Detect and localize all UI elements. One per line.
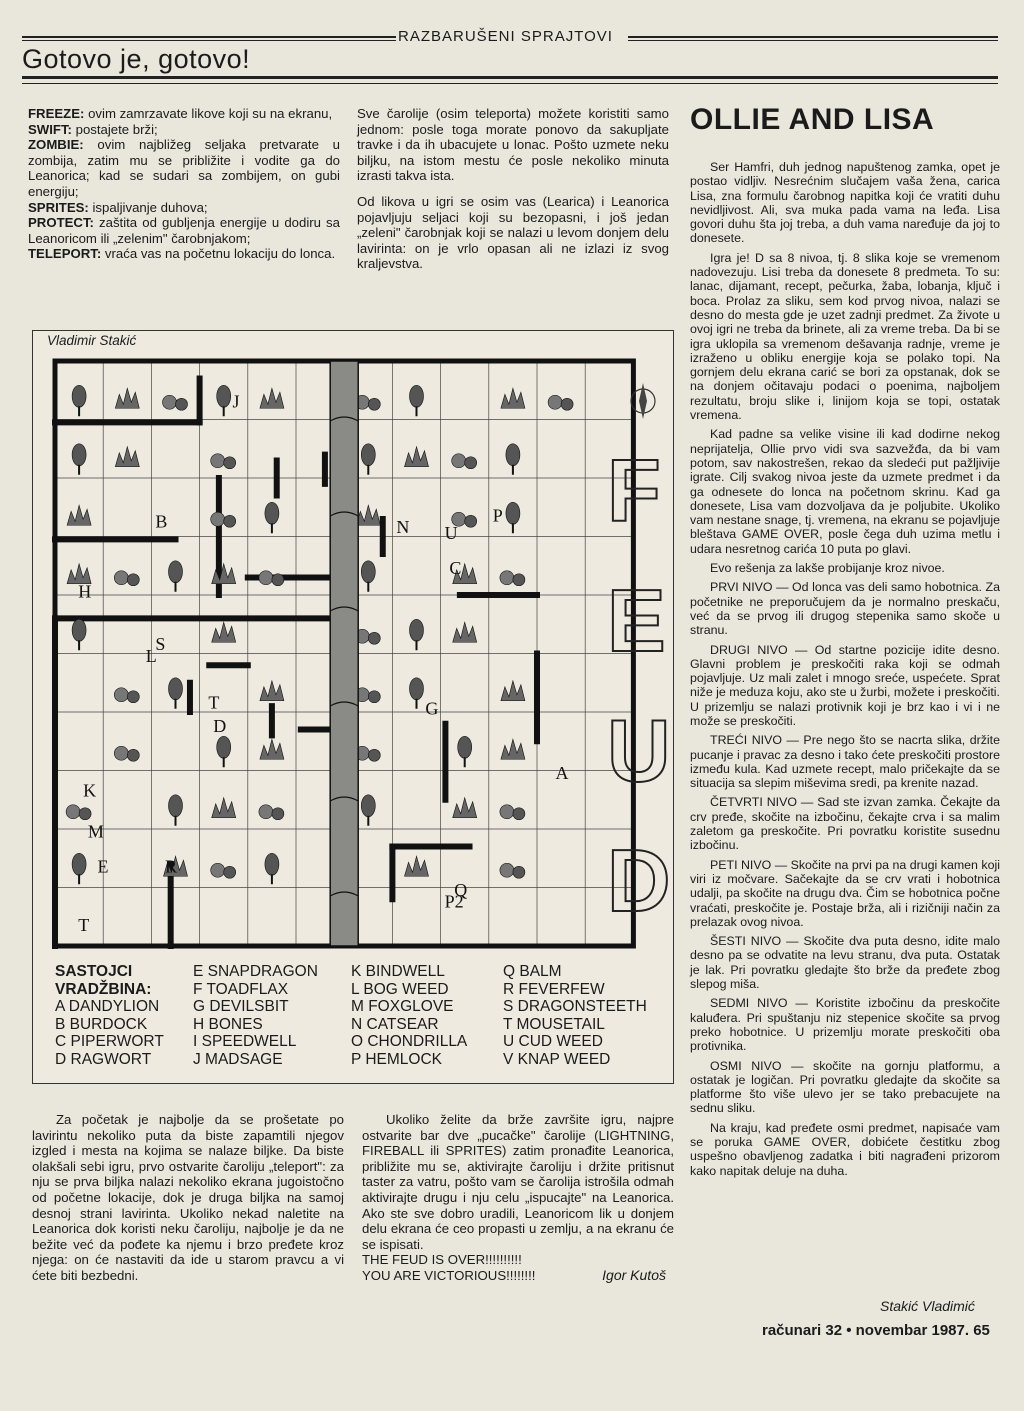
mid-top-text bbox=[357, 106, 669, 278]
ingredient-item: G DEVILSBIT bbox=[193, 998, 289, 1016]
bush-icon bbox=[224, 515, 236, 527]
tree-icon bbox=[265, 502, 279, 524]
header-rule-top bbox=[22, 36, 396, 38]
ingredient-item: I SPEEDWELL bbox=[193, 1033, 297, 1051]
right-para: Evo rešenja za lakše probijanje kroz nivoe. bbox=[710, 561, 945, 576]
spell-item bbox=[28, 215, 340, 246]
spell-item bbox=[28, 122, 340, 138]
cell-letter: Q bbox=[454, 879, 468, 900]
bush-icon bbox=[368, 632, 380, 644]
right-column bbox=[690, 160, 1000, 1183]
shrub-icon bbox=[212, 798, 236, 818]
cell-letter: A bbox=[555, 762, 569, 783]
cell-letter: G bbox=[425, 698, 439, 719]
shrub-icon bbox=[67, 505, 91, 525]
spell-text: vraća vas na početnu lokaciju do lonca. bbox=[101, 246, 336, 262]
header-rule-top2 bbox=[22, 40, 396, 41]
bush-icon bbox=[500, 805, 514, 819]
maze-map bbox=[33, 351, 673, 981]
bush-icon bbox=[500, 571, 514, 585]
cell-letter: P bbox=[492, 505, 503, 526]
bush-icon bbox=[465, 457, 477, 469]
bottom-mid-signature: Igor Kutoš bbox=[602, 1266, 666, 1283]
ingredient-item: C PIPERWORT bbox=[55, 1033, 164, 1051]
bush-icon bbox=[114, 746, 128, 760]
shrub-icon bbox=[453, 622, 477, 642]
bush-icon bbox=[224, 866, 236, 878]
header-rule-top-right2 bbox=[628, 40, 998, 41]
tree-icon bbox=[169, 561, 183, 583]
cell-letter: K bbox=[83, 780, 97, 801]
bush-icon bbox=[368, 691, 380, 703]
ingredients-col-1 bbox=[55, 998, 164, 1068]
ingredients-title-2: VRADŽBINA: bbox=[55, 980, 152, 998]
bush-icon bbox=[163, 395, 177, 409]
right-para: ČETVRTI NIVO — Sad ste izvan zamka. Čekajte da crv pređe, skočite na izbočinu, čekajte crva i sa malim zaletom ga preskočite. Pri povratku koristite susednu izbočinu. bbox=[690, 795, 1000, 853]
cell-letter: U bbox=[444, 522, 458, 543]
ingredient-item: Q BALM bbox=[503, 963, 562, 980]
cell-letter: R bbox=[165, 856, 178, 877]
shrub-icon bbox=[501, 388, 525, 408]
bottom-mid-para: Ukoliko želite da brže završite igru, najpre ostvarite bar dve „pucačke" čarolije (LIGHTNING, FIREBALL ili SPRITES) zatim pronađite Leanorica, približite mu se, aktivirajte čaroliju i držite pritisnut taster za vatru, pošto vam se čarolija istrošila odmah aktivirajte drugu i nju celu „ispucajte" na Leanorica. Ako ste sve dobro uradili, Leanoricom lik u donjem delu ekrana će ceo propasti u zemlju, a na ekranu će se ispisati. bbox=[362, 1112, 674, 1252]
page-footer: računari 32 • novembar 1987. 65 bbox=[762, 1322, 990, 1339]
bush-icon bbox=[211, 454, 225, 468]
tree-icon bbox=[410, 619, 424, 641]
cell-letter: H bbox=[78, 581, 92, 602]
mid-top-para-1: Sve čarolije (osim teleporta) možete koristiti samo jednom: posle toga morate ponovo da sakupljate travke i da ih ubacujete u lonac. Pošto uzmete neku biljku, na istom mestu će posle nekoliko minuta izrasti takva ista. bbox=[357, 106, 669, 184]
right-signature: Stakić Vladimić bbox=[880, 1298, 975, 1314]
tree-icon bbox=[72, 619, 86, 641]
bush-icon bbox=[211, 512, 225, 526]
shrub-icon bbox=[453, 798, 477, 818]
ingredient-item: P HEMLOCK bbox=[351, 1050, 443, 1068]
bush-icon bbox=[368, 749, 380, 761]
spell-item bbox=[28, 246, 340, 262]
shrub-icon bbox=[405, 856, 429, 876]
tree-icon bbox=[265, 853, 279, 875]
cell-letter: S bbox=[155, 634, 166, 655]
tree-icon bbox=[410, 678, 424, 700]
map-box bbox=[32, 330, 674, 1084]
bush-icon bbox=[561, 398, 573, 410]
ingredients-title-1: SASTOJCI bbox=[55, 963, 133, 980]
bush-icon bbox=[513, 808, 525, 820]
feud-letter: U bbox=[607, 701, 671, 800]
cell-letter: L bbox=[145, 645, 157, 666]
ingredient-item: L BOG WEED bbox=[351, 980, 449, 998]
ingredient-item: H BONES bbox=[193, 1015, 263, 1033]
section-header: RAZBARUŠENI SPRAJTOVI bbox=[398, 28, 613, 45]
spell-item bbox=[28, 137, 340, 199]
spell-item bbox=[28, 200, 340, 216]
ingredient-item: E SNAPDRAGON bbox=[193, 963, 318, 980]
right-para: PETI NIVO — Skočite na prvi pa na drugi kamen koji viri iz močvare. Sačekajte da se crv vrati i hobotnica udalji, pa skočite na drugu dva. Čim se hobotnica počne vraćati, preskočite je. Postaje brža, ali i rizičniji način za prelazak ovog nivoa. bbox=[690, 857, 1000, 929]
bush-icon bbox=[548, 395, 562, 409]
bush-icon bbox=[224, 457, 236, 469]
cell-letter: C bbox=[449, 558, 462, 579]
header-rule-bottom2 bbox=[22, 83, 998, 84]
tree-icon bbox=[361, 444, 375, 466]
feud-letter: F bbox=[607, 441, 661, 540]
bush-icon bbox=[127, 749, 139, 761]
cell-letter: J bbox=[232, 391, 240, 412]
tree-icon bbox=[458, 736, 472, 758]
ingredient-item: N CATSEAR bbox=[351, 1015, 439, 1033]
right-para: ŠESTI NIVO — Skočite dva puta desno, idite malo desno pa se odvatite na levu stranu, dva puta. Ostatak je lak. Pri povratku gledajte što brže da pređete zbog slepog miša. bbox=[690, 934, 1000, 992]
tree-icon bbox=[169, 678, 183, 700]
ingredients-col-2 bbox=[193, 963, 318, 1069]
shrub-icon bbox=[260, 739, 284, 759]
spells-list bbox=[28, 106, 340, 262]
bush-icon bbox=[259, 571, 273, 585]
bush-icon bbox=[211, 863, 225, 877]
shrub-icon bbox=[212, 564, 236, 584]
central-pillar bbox=[330, 361, 358, 946]
ingredient-item: V KNAP WEED bbox=[503, 1050, 611, 1068]
right-para: Kad padne sa velike visine ili kad dodirne nekog neprijatelja, Ollie prvo vidi sva sazvežđa, da bi vam potom, sav nakostrešen, rekao da sledeći put pažljivije igrate. Cilj svakog nivoa jeste da uzmete predmet i da ga odnesete do lonca na početnom skrinu. Kad ga donesete, Lisa vam dozvoljava da je poljubite. Ukoliko vam nestane snage, tj. vremena, na ekranu se pojavljuje bleštava GAME OVER, posle čega duh uzima metlu i udara nesretnog carića 10 puta po glavi. bbox=[690, 427, 1000, 556]
cell-letter: T bbox=[78, 914, 90, 935]
spell-key: SPRITES: bbox=[28, 199, 89, 215]
feud-letter: E bbox=[607, 571, 666, 670]
ingredient-item: O CHONDRILLA bbox=[351, 1033, 468, 1051]
cell-letter: M bbox=[87, 821, 104, 842]
bush-icon bbox=[176, 398, 188, 410]
tree-icon bbox=[169, 795, 183, 817]
spell-text: ispaljivanje duhova; bbox=[88, 199, 208, 215]
shrub-icon bbox=[405, 447, 429, 467]
ingredient-item: J MADSAGE bbox=[193, 1050, 283, 1068]
ingredient-item: S DRAGONSTEETH bbox=[503, 998, 647, 1016]
spell-text: ovim najbližeg seljaka pretvarate u zombija, zatim mu se približite i vodite ga do Leanorica; kad se sudari sa zombijem, on gubi energiju; bbox=[28, 137, 340, 199]
tree-icon bbox=[361, 561, 375, 583]
shrub-icon bbox=[260, 388, 284, 408]
header-rule-top-right bbox=[628, 36, 998, 38]
bush-icon bbox=[79, 808, 91, 820]
right-para: Na kraju, kad pređete osmi predmet, napisaće vam se poruka GAME OVER, dobićete čestitku zbog uspešno obavljenog zadatka i biti nagrađeni prizorom kako napitak deluje na duha. bbox=[690, 1120, 1000, 1178]
right-para: OSMI NIVO — skočite na gornju platformu, a ostatak je logičan. Pri povratku gledajte da skočite sa platforme što više ulevo jer se tako prebacujete na sednu sliku. bbox=[690, 1058, 1000, 1116]
page-title: Gotovo je, gotovo! bbox=[22, 44, 251, 74]
ingredients-col-4 bbox=[503, 963, 647, 1069]
tree-icon bbox=[72, 385, 86, 407]
cell-letter: D bbox=[213, 716, 227, 736]
bush-icon bbox=[259, 805, 273, 819]
right-para: Igra je! D sa 8 nivoa, tj. 8 slika koje se vremenom nadovezuju. Lisi treba da donesete 8 predmeta. To su: lanac, dijamant, recept, pečurka, žaba, lobanja, ključ i boca. Prolaz za sliku, sem kod prvog nivoa, nalazi se desno do mesta gde je uzet zadnji predmet. Za živote u ovoj igri ne treba da brinete, ali za vreme treba. Da bi se igra uklopila sa vremenom dešavanja radnje, vreme je izraženo u obliku energije koja se polako topi. Na gornjem delu ekrana carić se bori za opstanak, dok se na donjem očitavaju podaci o poenima, najboljem rezultatu, broju slike i, linijom koja se topi, ostatak vremena. bbox=[690, 250, 1000, 423]
cell-letter: N bbox=[396, 517, 410, 538]
tree-icon bbox=[361, 795, 375, 817]
right-para: PRVI NIVO — Od lonca vas deli samo hobotnica. Za početnike ne preporučujem da je normalno preskaču, već da se prvog ili drugog stepenika samo skoče u stranu. bbox=[690, 580, 1000, 638]
cell-letter: B bbox=[155, 511, 168, 532]
tree-icon bbox=[217, 385, 231, 407]
bush-icon bbox=[452, 454, 466, 468]
feud-letter: D bbox=[607, 831, 671, 930]
bush-icon bbox=[127, 574, 139, 586]
bush-icon bbox=[114, 688, 128, 702]
spell-key: SWIFT: bbox=[28, 121, 72, 137]
right-para: Ser Hamfri, duh jednog napuštenog zamka, opet je postao vidljiv. Nesrećnim slučajem vaša žena, carica Lisa, zna formulu čarobnog napitka koji će vratiti duhu nevidljivost. Ali, sva muka pada vama na leđa. Lisa govori duhu šta joj treba, a duh vama naređuje da joj to donesete. bbox=[690, 160, 1000, 246]
compass-needle bbox=[639, 383, 647, 419]
spell-text: zaštita od gubljenja energije u dodiru sa Leanoricom ili „zelenim" čarobnjakom; bbox=[28, 215, 340, 246]
bush-icon bbox=[272, 808, 284, 820]
ingredient-item: D RAGWORT bbox=[55, 1050, 152, 1068]
tree-icon bbox=[410, 385, 424, 407]
shrub-icon bbox=[501, 739, 525, 759]
mid-top-para-2: Od likova u igri se osim vas (Learica) i Leanorica pojavljuju seljaci koji su bezopasni, i još jedan „zeleni" čarobnjak koji se nalazi u levom donjem delu lavirinta: on je vrlo opasan ali ne izlazi iz svog kraljevstva. bbox=[357, 193, 669, 272]
right-para: SEDMI NIVO — Koristite izbočinu da preskočite kaluđera. Pri spuštanju niz stepenice skočite sa prvog preko hobotnice. U prizemlju morate preskočiti oba protivnika. bbox=[690, 996, 1000, 1054]
map-credit: Vladimir Stakić bbox=[47, 333, 137, 348]
bottom-mid-text bbox=[362, 1112, 674, 1284]
spell-key: TELEPORT: bbox=[28, 246, 102, 262]
tree-icon bbox=[72, 853, 86, 875]
ingredient-item: F TOADFLAX bbox=[193, 980, 289, 998]
spell-text: postajete brži; bbox=[71, 121, 158, 137]
ingredient-item: A DANDYLION bbox=[55, 998, 160, 1015]
bottom-mid-end-1: THE FEUD IS OVER!!!!!!!!!! bbox=[362, 1252, 522, 1268]
shrub-icon bbox=[260, 681, 284, 701]
ingredient-item: R FEVERFEW bbox=[503, 980, 605, 998]
cell-letter: T bbox=[208, 692, 220, 713]
bush-icon bbox=[272, 574, 284, 586]
bush-icon bbox=[368, 398, 380, 410]
tree-icon bbox=[506, 444, 520, 466]
bush-icon bbox=[465, 515, 477, 527]
ingredient-item: M FOXGLOVE bbox=[351, 998, 454, 1016]
header-rule-bottom bbox=[22, 76, 998, 79]
tree-icon bbox=[72, 444, 86, 466]
right-para: TREĆI NIVO — Pre nego što se nacrta slika, držite pucanje i pravac za desno i tako ćete preskočiti prostore između kula. Kad uzmete recept, malo pričekajte da se situacija sa slepim miševima sredi, pa krenite nazad. bbox=[690, 733, 1000, 791]
bush-icon bbox=[500, 863, 514, 877]
bush-icon bbox=[127, 691, 139, 703]
bottom-mid-end-2: YOU ARE VICTORIOUS!!!!!!!! bbox=[362, 1267, 536, 1283]
shrub-icon bbox=[115, 447, 139, 467]
right-title: OLLIE AND LISA bbox=[690, 103, 935, 136]
ingredient-item: B BURDOCK bbox=[55, 1015, 148, 1033]
cell-letter: P2 bbox=[444, 891, 464, 912]
spell-key: FREEZE: bbox=[28, 106, 85, 121]
spell-key: ZOMBIE: bbox=[28, 137, 84, 153]
ingredient-item: T MOUSETAIL bbox=[503, 1015, 605, 1033]
ingredients-title bbox=[55, 963, 151, 998]
bottom-left-text: Za početak je najbolje da se prošetate po lavirintu nekoliko puta da biste zapamtili njegov izgled i mesta na kojima se nalaze biljke. Da biste olakšali sebi igru, prvo ostvarite čaroliju „teleport": za nju se prva biljka nalazi nekoliko ekrana jugoistočno od početne lokacije, dok je druga biljka na samoj desnoj strani lavirinta. Ukoliko nekad naletite na Leanorica dok koristi neku čaroliju, najbolje je da ne bežite već da pođete ka njemu i brzo pređete kroz njega: on će nastaviti da ide u starom pravcu a vi ćete biti bezbedni. bbox=[32, 1112, 344, 1283]
shrub-icon bbox=[115, 388, 139, 408]
right-para: DRUGI NIVO — Od startne pozicije idite desno. Glavni problem je preskočiti raka koji se odmah pojavljuje. Uz mali zalet i mnogo sreće, uspećete. Sprat niže je meduza koju, ako ste u žurbi, možete i preskočiti. U prizemlju se nalazi protivnik koji je brz kao i vi i ne može se preskočiti. bbox=[690, 642, 1000, 728]
spell-key: PROTECT: bbox=[28, 215, 94, 231]
spell-text: ovim zamrzavate likove koji su na ekranu, bbox=[84, 106, 333, 121]
spell-item bbox=[28, 106, 340, 122]
shrub-icon bbox=[212, 622, 236, 642]
shrub-icon bbox=[501, 681, 525, 701]
cell-letter: E bbox=[97, 856, 109, 877]
ingredient-item: U CUD WEED bbox=[503, 1033, 603, 1051]
ingredients-col-3 bbox=[351, 963, 467, 1069]
bush-icon bbox=[513, 866, 525, 878]
bush-icon bbox=[513, 574, 525, 586]
bush-icon bbox=[66, 805, 80, 819]
tree-icon bbox=[506, 502, 520, 524]
shrub-icon bbox=[356, 505, 380, 525]
bush-icon bbox=[114, 571, 128, 585]
ingredient-item: K BINDWELL bbox=[351, 963, 445, 980]
tree-icon bbox=[217, 736, 231, 758]
